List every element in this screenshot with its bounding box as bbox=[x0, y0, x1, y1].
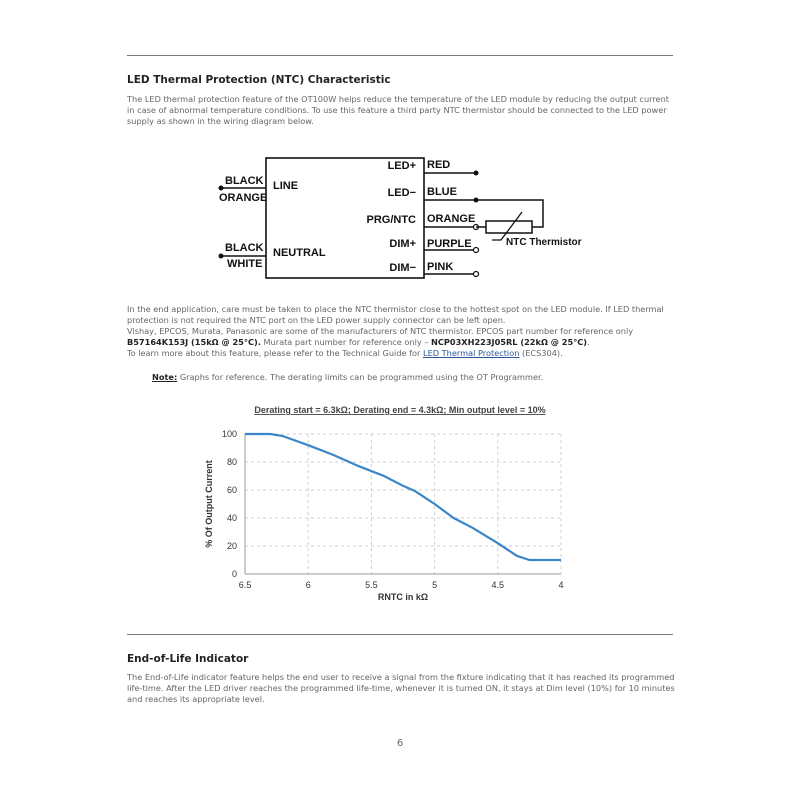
terminal-label: DIM+ bbox=[389, 238, 416, 250]
y-tick-label: 20 bbox=[226, 541, 237, 551]
x-tick-label: 5.5 bbox=[365, 580, 378, 590]
pink-wire-end bbox=[474, 272, 479, 277]
ntc-part-numbers bbox=[127, 337, 675, 348]
terminal-label: LED+ bbox=[387, 160, 416, 172]
left-wire-label: BLACK bbox=[225, 175, 264, 187]
y-tick-label: 60 bbox=[226, 485, 237, 495]
learn-more-line bbox=[127, 348, 675, 359]
eol-body-text: The End-of-Life indicator feature helps the end user to receive a signal from the fixture indicating that it has reached its programmed life-time. After the LED driver reaches the programmed life-time, whenever it is turned ON, it stays at Dim level (10%) for 10 minutes and reaches its appropriate level. bbox=[127, 672, 675, 704]
line-wire-terminal bbox=[219, 186, 224, 191]
ntc-body-paragraph bbox=[127, 304, 675, 359]
epcos-part-number: B57164K153J (15kΩ @ 25°C). bbox=[127, 337, 261, 347]
y-tick-label: 40 bbox=[226, 513, 237, 523]
page-number: 6 bbox=[396, 738, 404, 749]
x-tick-label: 4 bbox=[558, 580, 564, 590]
murata-text: Murata part number for reference only – bbox=[260, 337, 432, 347]
y-axis-label: % Of Output Current bbox=[204, 460, 214, 548]
left-wire-label: ORANGE bbox=[219, 192, 268, 204]
input-label-neutral: NEUTRAL bbox=[273, 247, 326, 259]
terminal-label: PRG/NTC bbox=[366, 214, 416, 226]
thermistor-symbol bbox=[492, 212, 522, 240]
x-tick-label: 5 bbox=[432, 580, 438, 590]
y-tick-label: 0 bbox=[231, 569, 237, 579]
blue-wire-end bbox=[474, 198, 479, 203]
ntc-intro-text: The LED thermal protection feature of the OT100W helps reduce the temperature of the LED module by reducing the output current in case of abnormal temperature conditions. To use this feature a third party NTC thermistor should be connected to the LED power supply as shown in the wiring diagram below. bbox=[127, 94, 669, 126]
wire-color-label: PURPLE bbox=[427, 238, 472, 250]
murata-end: . bbox=[587, 337, 590, 347]
x-axis-label: RNTC in kΩ bbox=[377, 592, 429, 602]
x-tick-label: 6.5 bbox=[238, 580, 252, 590]
wire-color-label: BLUE bbox=[427, 186, 457, 198]
section-title-ntc: LED Thermal Protection (NTC) Characteristic bbox=[127, 74, 391, 86]
section-title-eol: End-of-Life Indicator bbox=[127, 653, 249, 665]
eol-paragraph bbox=[127, 672, 675, 705]
ntc-body-line1: In the end application, care must be taken to place the NTC thermistor close to the hottest spot on the LED module. If LED thermal protection is not required the NTC port on the LED power supply connector can be left open. bbox=[127, 304, 664, 325]
ntc-intro-paragraph bbox=[127, 94, 675, 127]
thermistor-loop bbox=[476, 200, 543, 227]
chart-title: Derating start = 6.3kΩ; Derating end = 4.3kΩ; Min output level = 10% bbox=[254, 405, 546, 415]
thermistor-label: NTC Thermistor bbox=[506, 237, 582, 248]
learn-more-prefix: To learn more about this feature, please refer to the Technical Guide for bbox=[127, 348, 424, 358]
purple-wire-end bbox=[474, 248, 479, 253]
note-text: Graphs for reference. The derating limits can be programmed using the OT Programmer. bbox=[177, 372, 544, 382]
section-rule bbox=[127, 634, 673, 635]
y-tick-label: 80 bbox=[226, 457, 237, 467]
neutral-wire-terminal bbox=[219, 254, 224, 259]
derating-curve bbox=[245, 434, 561, 560]
ntc-body-line2: Vishay, EPCOS, Murata, Panasonic are some of the manufacturers of NTC thermistor. EPCOS part number for reference only bbox=[127, 326, 634, 336]
terminal-label: LED− bbox=[387, 187, 416, 199]
graph-note bbox=[152, 372, 543, 382]
terminal-label: DIM− bbox=[389, 262, 416, 274]
wire-color-label: ORANGE bbox=[427, 213, 476, 225]
thermistor-body bbox=[486, 221, 532, 233]
technical-guide-link[interactable]: LED Thermal Protection bbox=[423, 348, 520, 358]
orange-wire-end bbox=[474, 225, 479, 230]
wire-color-label: RED bbox=[427, 159, 451, 171]
y-tick-label: 100 bbox=[221, 429, 237, 439]
note-label: Note: bbox=[152, 372, 178, 382]
x-tick-label: 6 bbox=[305, 580, 311, 590]
red-wire-end bbox=[474, 171, 479, 176]
wire-color-label: PINK bbox=[427, 261, 454, 273]
left-wire-label: WHITE bbox=[227, 258, 263, 270]
top-rule bbox=[127, 55, 673, 56]
x-tick-label: 4.5 bbox=[491, 580, 505, 590]
murata-part-number: NCP03XH223J05RL (22kΩ @ 25°C) bbox=[431, 337, 588, 347]
learn-more-suffix: (ECS304). bbox=[519, 348, 563, 358]
input-label-line: LINE bbox=[273, 180, 299, 192]
driver-box bbox=[266, 158, 424, 278]
left-wire-label: BLACK bbox=[225, 242, 264, 254]
